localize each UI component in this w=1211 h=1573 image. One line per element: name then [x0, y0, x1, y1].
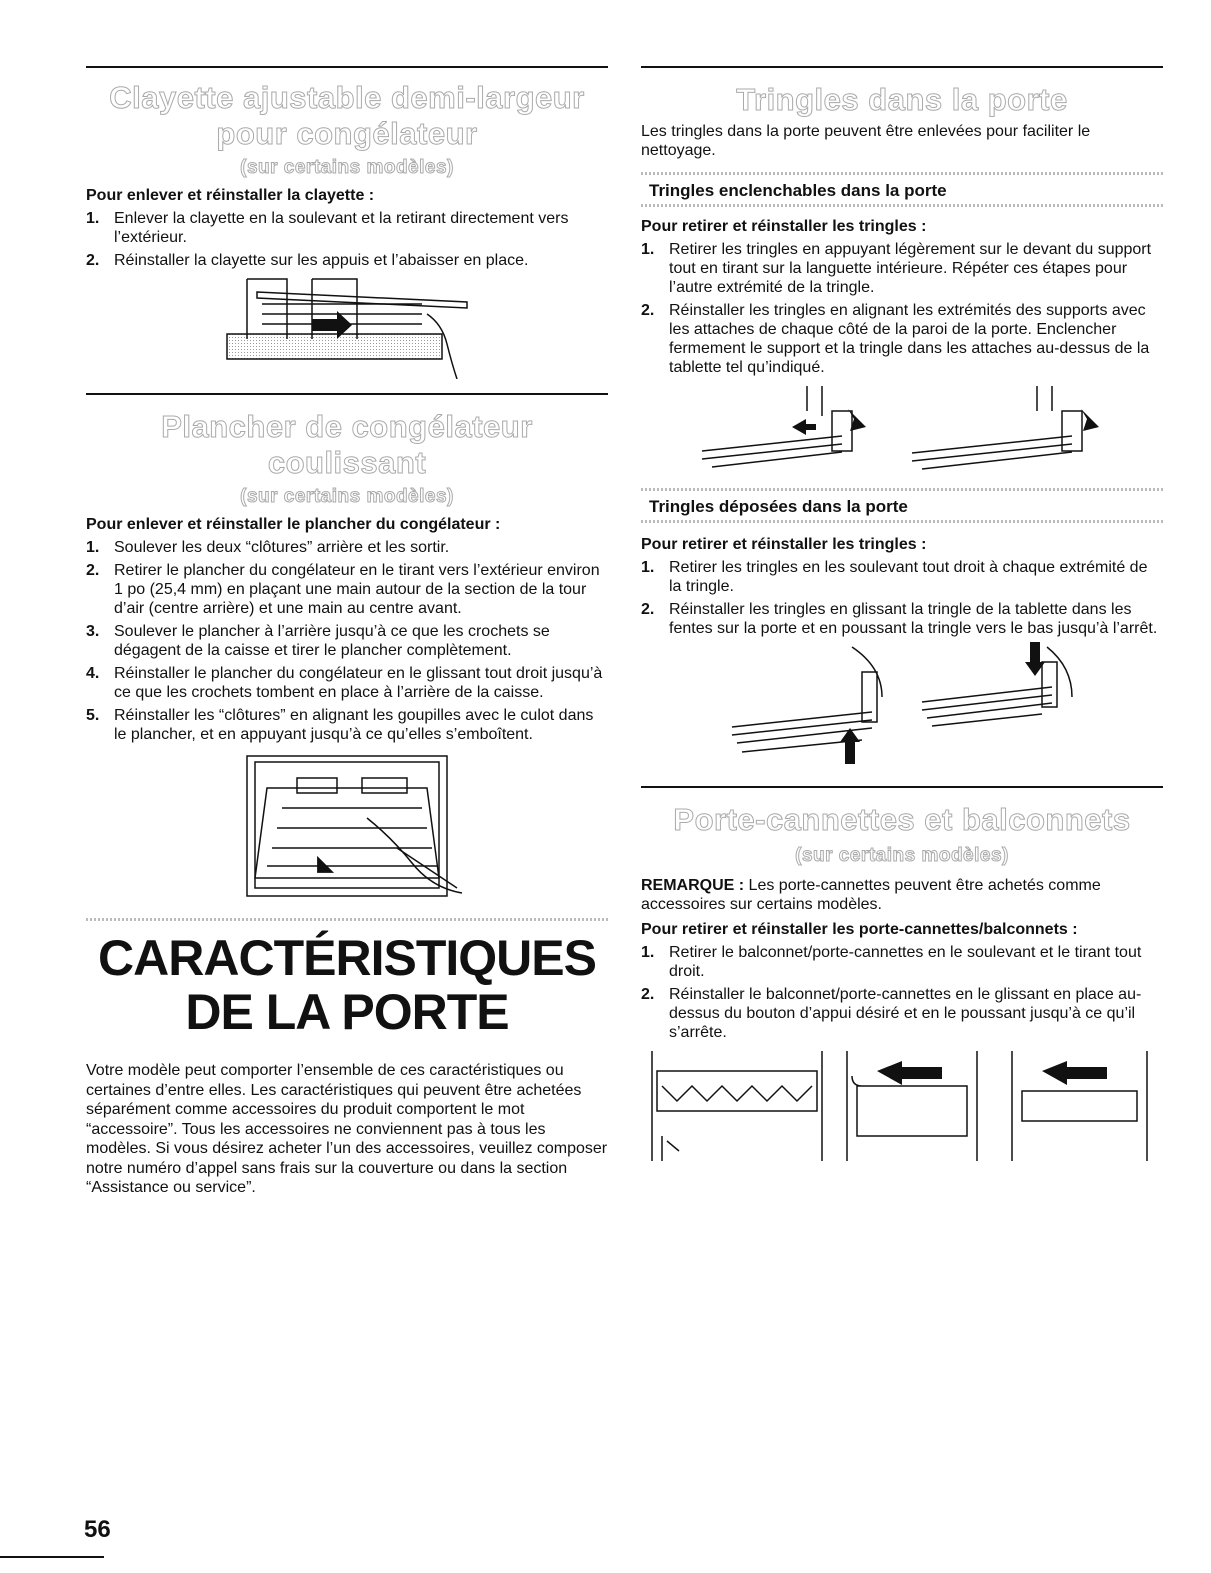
- subsection-title: Tringles déposées dans la porte: [649, 497, 908, 516]
- section-title-sliding-floor: Plancher de congélateur coulissant: [161, 409, 533, 480]
- section-subtitle: (sur certains modèles): [240, 486, 454, 507]
- section-intro: Les tringles dans la porte peuvent être enlevées pour faciliter le nettoyage.: [641, 123, 1091, 159]
- subsection-title: Tringles enclenchables dans la porte: [649, 181, 947, 200]
- chapter-intro: Votre modèle peut comporter l’ensemble de ces caractéristiques ou certaines d’entre elles. Les caractéristiques qui peuvent être achetées séparément comme accessoires du produit comportent le mot “accessoire”. Tous les accessoires ne conviennent pas à tous les modèles. Si vous désirez acheter l’un des accessoires, veuillez composer notre numéro d’appel sans frais sur la couverture ou dans la section “Assistance ou service”.: [86, 1062, 608, 1196]
- note-label: REMARQUE :: [641, 877, 745, 894]
- can-rack-illustration: [642, 1046, 1162, 1166]
- section-subtitle: (sur certains modèles): [240, 157, 454, 178]
- freezer-floor-illustration: [227, 748, 467, 908]
- instruction-lead: Pour enlever et réinstaller la clayette :: [86, 187, 375, 204]
- list-item: 1. Soulever les deux “clôtures” arrière et les sortir.: [86, 539, 450, 556]
- steps-list: [86, 538, 608, 744]
- list-item: 1. Retirer les tringles en les soulevant tout droit à chaque extrémité de la tringle.: [641, 559, 1148, 595]
- list-item: 1. Enlever la clayette en la soulevant et la retirant directement vers l’extérieur.: [86, 210, 569, 246]
- list-item: 1. Retirer les tringles en appuyant légèrement sur le devant du support tout en tirant sur la languette intérieure. Répéter ces étapes pour l’autre extrémité de la tringle.: [641, 241, 1152, 296]
- drop-rail-illustration: [722, 642, 1082, 772]
- list-item: 2. Réinstaller la clayette sur les appuis et l’abaisser en place.: [86, 252, 529, 269]
- steps-list: [641, 943, 1163, 1042]
- section-title-door-rails: Tringles dans la porte: [736, 82, 1068, 117]
- list-item: 4. Réinstaller le plancher du congélateur en le glissant tout droit jusqu’à ce que les crochets tombent en place à l’arrière de la caisse.: [86, 665, 603, 701]
- list-item: 2. Retirer le plancher du congélateur en le tirant vers l’extérieur environ 1 po (25,4 mm) en plaçant une main autour de la section de la tour d’air (centre arrière) et une main au centre avant.: [86, 562, 600, 617]
- steps-list: [641, 240, 1163, 377]
- chapter-title-line2: DE LA PORTE: [185, 984, 509, 1040]
- section-title-shelf: Clayette ajustable demi-largeur: [109, 80, 585, 115]
- chapter-title: CARACTÉRISTIQUES: [98, 930, 596, 986]
- list-item: 1. Retirer le balconnet/porte-cannettes en le soulevant et le tirant tout droit.: [641, 944, 1142, 980]
- list-item: 2. Réinstaller les tringles en alignant les extrémités des supports avec les attaches de chaque côté de la paroi de la porte. Enclencher fermement le support et la tringle dans les attaches au-dessus de la tablette tel qu’indiqué.: [641, 302, 1150, 376]
- left-column: [86, 66, 608, 1198]
- section-subtitle: (sur certains modèles): [795, 845, 1009, 866]
- dotted-divider: [641, 172, 1163, 175]
- instruction-lead: Pour retirer et réinstaller les tringles :: [641, 536, 927, 553]
- snap-rail-illustration: [692, 381, 1112, 476]
- list-item: 3. Soulever le plancher à l’arrière jusqu’à ce que les crochets se dégagent de la caisse et tirer le plancher complètement.: [86, 623, 550, 659]
- steps-list: [86, 209, 608, 270]
- note-text: Les porte-cannettes peuvent être achetés comme accessoires sur certains modèles.: [641, 877, 1101, 913]
- instruction-lead: Pour retirer et réinstaller les porte-cannettes/balconnets :: [641, 921, 1078, 938]
- section-title-can-racks: Porte-cannettes et balconnets: [673, 802, 1131, 837]
- dotted-divider: [641, 520, 1163, 523]
- list-item: 5. Réinstaller les “clôtures” en alignant les goupilles avec le culot dans le plancher, et en appuyant jusqu’à ce qu’elles s’emboîtent.: [86, 707, 594, 743]
- list-item: 2. Réinstaller les tringles en glissant la tringle de la tablette dans les fentes sur la porte et en poussant la tringle vers le bas jusqu’à l’arrêt.: [641, 601, 1158, 637]
- note: [641, 876, 1163, 914]
- list-item: 2. Réinstaller le balconnet/porte-cannettes en le glissant en place au-dessus du bouton d’appui désiré et en le poussant jusqu’à ce qu’il s’arrête.: [641, 986, 1142, 1041]
- section-title-shelf-line2: pour congélateur: [216, 116, 478, 151]
- dotted-divider: [641, 488, 1163, 491]
- page-number: 56: [84, 1516, 111, 1543]
- shelf-illustration: [217, 274, 477, 379]
- steps-list: [641, 558, 1163, 638]
- instruction-lead: Pour retirer et réinstaller les tringles :: [641, 218, 927, 235]
- dotted-divider: [641, 204, 1163, 207]
- instruction-lead: Pour enlever et réinstaller le plancher du congélateur :: [86, 516, 501, 533]
- right-column: [641, 66, 1163, 1166]
- footer-rule: [0, 1556, 104, 1558]
